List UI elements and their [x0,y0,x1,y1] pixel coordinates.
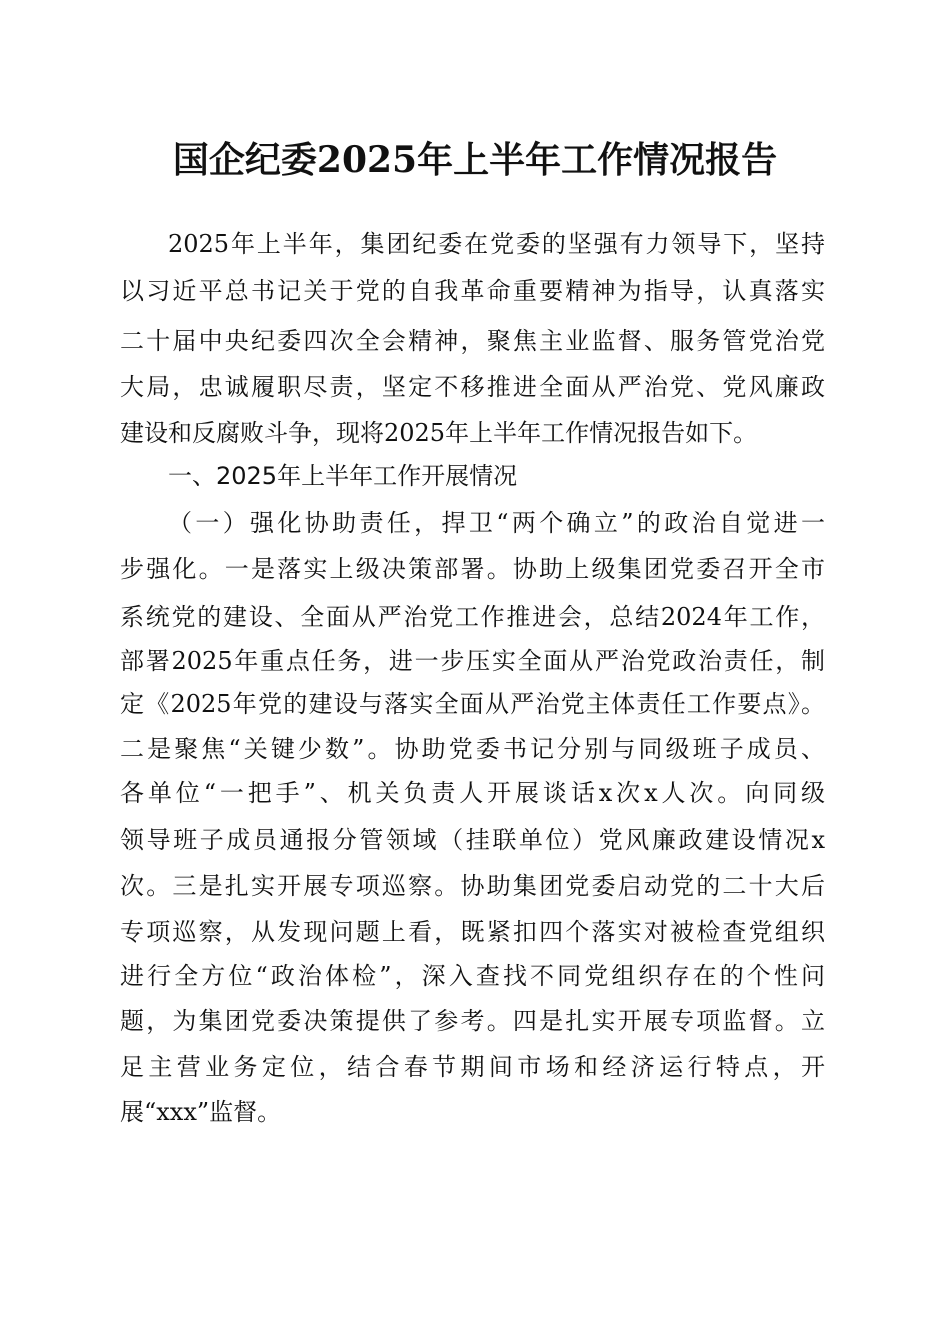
text-line: 步强化。一是落实上级决策部署。协助上级集团党委召开全市 [120,555,825,583]
text-line: 二是聚焦“关键少数”。协助党委书记分别与同级班子成员、 [120,735,825,763]
text-line: 部署2025年重点任务，进一步压实全面从严治党政治责任，制 [120,647,825,675]
text-line: 进行全方位“政治体检”，深入查找不同党组织存在的个性问 [120,962,825,990]
text-line: 系统党的建设、全面从严治党工作推进会，总结2024年工作， [120,603,825,631]
text-line: 足主营业务定位，结合春节期间市场和经济运行特点，开 [120,1053,825,1081]
text-line: 各单位“一把手”、机关负责人开展谈话x次x人次。向同级 [120,779,825,807]
text-line: 定《2025年党的建设与落实全面从严治党主体责任工作要点》。 [120,690,825,718]
text-line: （一）强化协助责任，捍卫“两个确立”的政治自觉进一 [168,509,825,537]
text-line: 领导班子成员通报分管领域（挂联单位）党风廉政建设情况x [120,826,825,854]
text-line: 专项巡察，从发现问题上看，既紧扣四个落实对被检查党组织 [120,918,825,946]
document-title: 国企纪委2025年上半年工作情况报告 [172,139,778,181]
text-line: 展“xxx”监督。 [120,1098,282,1126]
text-line: 建设和反腐败斗争，现将2025年上半年工作情况报告如下。 [120,419,758,447]
text-line: 次。三是扎实开展专项巡察。协助集团党委启动党的二十大后 [120,872,825,900]
text-line: 以习近平总书记关于党的自我革命重要精神为指导，认真落实 [120,277,825,305]
text-line: 大局，忠诚履职尽责，坚定不移推进全面从严治党、党风廉政 [120,373,825,401]
section-heading: 一、2025年上半年工作开展情况 [168,462,518,490]
text-line: 二十届中央纪委四次全会精神，聚焦主业监督、服务管党治党 [120,327,825,355]
text-line: 题，为集团党委决策提供了参考。四是扎实开展专项监督。立 [120,1007,825,1035]
text-line: 2025年上半年，集团纪委在党委的坚强有力领导下，坚持 [168,230,825,258]
